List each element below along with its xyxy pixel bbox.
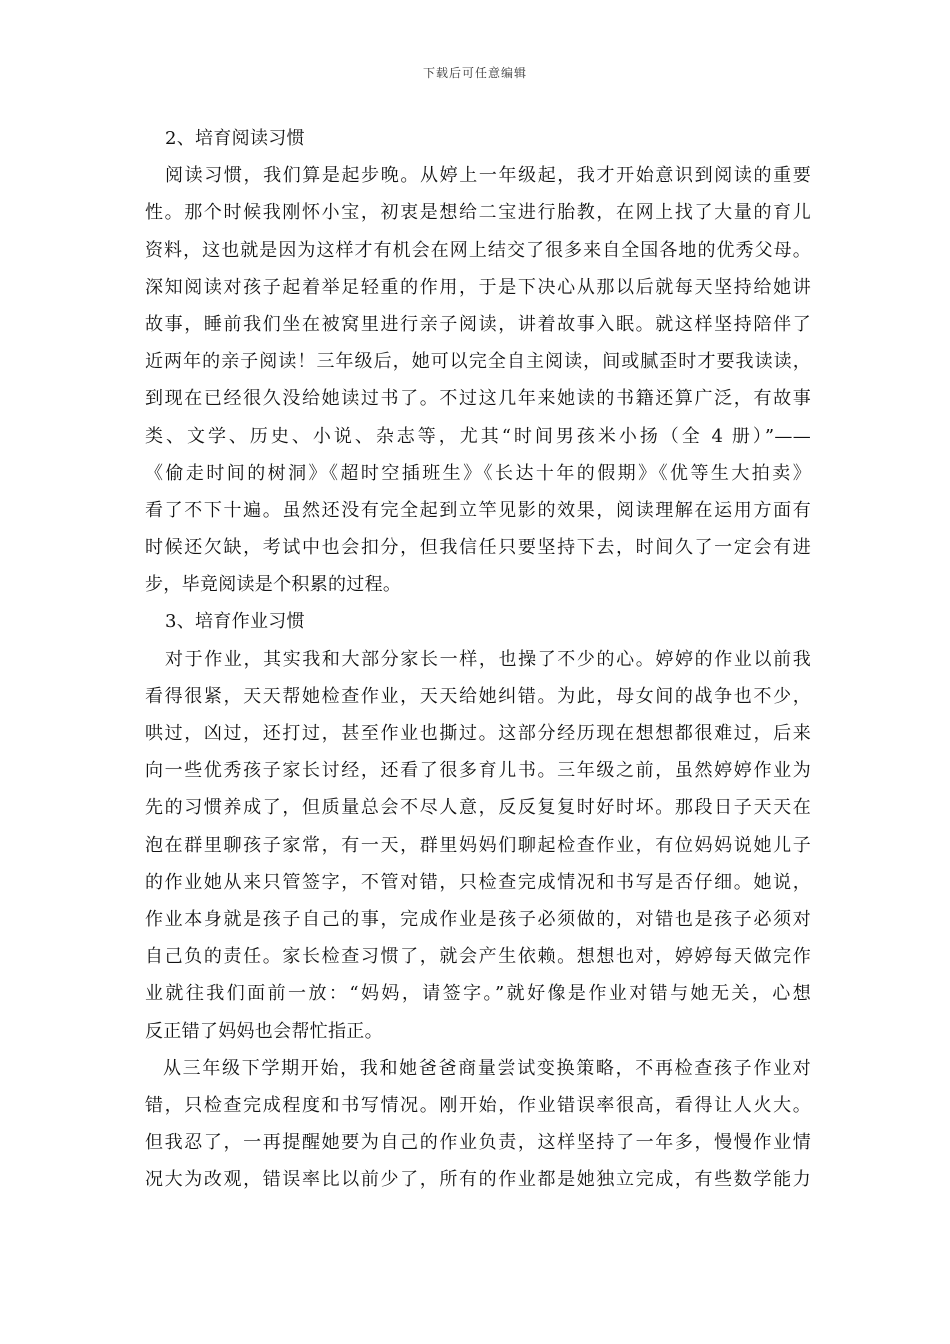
paragraph-line: 近两年的亲子阅读！三年级后，她可以完全自主阅读，间或腻歪时才要我读读， [145, 351, 811, 373]
paragraph-line: 到现在已经很久没给她读过书了。不过这几年来她读的书籍还算广泛，有故事 [145, 388, 811, 410]
paragraph-line: 时候还欠缺，考试中也会扣分，但我信任只要坚持下去，时间久了一定会有进 [145, 537, 811, 559]
paragraph-line: 从三年级下学期开始，我和她爸爸商量尝试变换策略，不再检查孩子作业对 [163, 1057, 811, 1079]
document-body [145, 120, 811, 1198]
paragraph-line: 的作业她从来只管签字，不管对错，只检查完成情况和书写是否仔细。她说， [145, 871, 811, 893]
paragraph-line: 故事，睡前我们坐在被窝里进行亲子阅读，讲着故事入眠。就这样坚持陪伴了 [145, 313, 811, 335]
paragraph-line: 对于作业，其实我和大部分家长一样，也操了不少的心。婷婷的作业以前我 [165, 648, 811, 670]
paragraph-line: 况大为改观，错误率比以前少了，所有的作业都是她独立完成，有些数学能力 [145, 1169, 811, 1191]
paragraph-line: 自己负的责任。家长检查习惯了，就会产生依赖。想想也对，婷婷每天做完作 [145, 946, 811, 968]
paragraph-line: 步，毕竟阅读是个积累的过程。 [145, 574, 402, 596]
paragraph-line: 类、文学、历史、小说、杂志等，尤其“时间男孩米小扬（全 4 册）”—— [145, 425, 811, 447]
paragraph-line: 哄过，凶过，还打过，甚至作业也撕过。这部分经历现在想想都很难过，后来 [145, 723, 811, 744]
paragraph-line: 深知阅读对孩子起着举足轻重的作用，于是下决心从那以后就每天坚持给她讲 [145, 276, 811, 298]
paragraph-line: 但我忍了，一再提醒她要为自己的作业负责，这样坚持了一年多，慢慢作业情 [145, 1132, 811, 1154]
paragraph-line: 阅读习惯，我们算是起步晚。从婷上一年级起，我才开始意识到阅读的重要 [165, 165, 811, 187]
paragraph-line: 向一些优秀孩子家长讨经，还看了很多育儿书。三年级之前，虽然婷婷作业为 [145, 760, 811, 782]
page-header-note: 下载后可任意编辑 [422, 66, 527, 80]
paragraph-line: 业就往我们面前一放：“妈妈，请签字。”就好像是作业对错与她无关，心想 [145, 983, 811, 1005]
paragraph-line: 泡在群里聊孩子家常，有一天，群里妈妈们聊起检查作业，有位妈妈说她儿子 [145, 834, 811, 856]
paragraph-line: 反正错了妈妈也会帮忙指正。 [145, 1020, 383, 1042]
paragraph-line: 性。那个时候我刚怀小宝，初衷是想给二宝进行胎教，在网上找了大量的育儿 [145, 202, 811, 224]
section-heading-reading: 2、培育阅读习惯 [165, 128, 305, 149]
paragraph-line: 《偷走时间的树洞》《超时空插班生》《长达十年的假期》《优等生大拍卖》 [145, 462, 811, 484]
paragraph-line: 先的习惯养成了，但质量总会不尽人意，反反复复时好时坏。那段日子天天在 [145, 797, 811, 819]
section-heading-homework: 3、培育作业习惯 [165, 611, 305, 633]
paragraph-line: 错，只检查完成程度和书写情况。刚开始，作业错误率很高，看得让人火大。 [145, 1094, 811, 1116]
paragraph-line: 资料，这也就是因为这样才有机会在网上结交了很多来自全国各地的优秀父母。 [145, 239, 811, 261]
paragraph-line: 看了不下十遍。虽然还没有完全起到立竿见影的效果，阅读理解在运用方面有 [145, 499, 811, 521]
paragraph-line: 看得很紧，天天帮她检查作业，天天给她纠错。为此，母女间的战争也不少， [145, 685, 811, 707]
paragraph-line: 作业本身就是孩子自己的事，完成作业是孩子必须做的，对错也是孩子必须对 [145, 908, 811, 930]
